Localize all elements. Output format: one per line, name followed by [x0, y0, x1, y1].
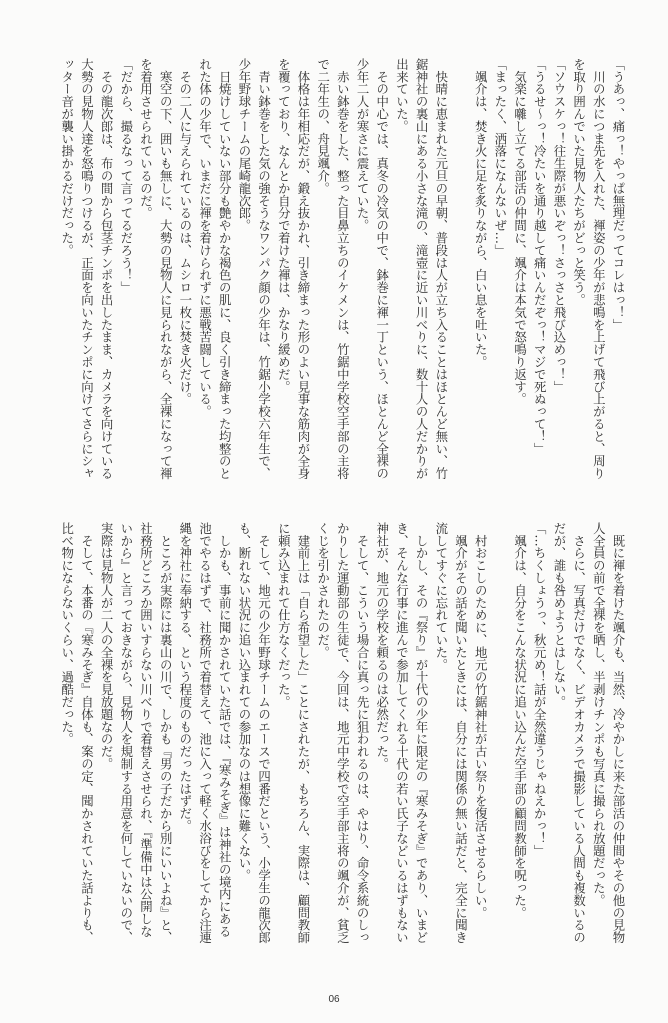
- text-column: さらに、写真だけでなく、ビデオカメラで撮影している人間も複数いるの: [571, 522, 587, 944]
- text-column: いから』と言っておきながら、見物人を規制する用意を何していないので、: [118, 522, 134, 944]
- text-column: だが、誰も咎めようとはしない。: [551, 522, 567, 708]
- text-column: くじを引かされたのだ。: [315, 522, 331, 659]
- text-column: 村おこしのために、地元の竹鋸神社が古い祭りを復活させるらしい。: [473, 522, 489, 919]
- text-column: 出来ていた。: [394, 58, 410, 133]
- text-column: 実際は見物人が二人の全裸を見放題なのだ。: [99, 522, 115, 770]
- text-column: 「うあっ、痛っ！やっぱ無理だってコレはっ！」: [611, 58, 626, 331]
- text-column: も、断れない状況に追い込まれての参加なのは想像に難くない。: [236, 522, 252, 882]
- text-column: かりした運動部の生徒で、今回は、地元中学校で空手部主将の颯介が、貧乏: [335, 522, 351, 944]
- text-column: 「まったく、洒落になんないぜ…」: [492, 58, 508, 257]
- text-column: 気楽に囃し立てる部活の仲間に、颯介は本気で怒鳴り返す。: [512, 58, 528, 406]
- text-column: 流してすぐに忘れていた。: [433, 522, 449, 671]
- text-column: 颯介は、自分をこんな状況に追い込んだ空手部の顧問教師を呪った。: [512, 522, 528, 919]
- text-block-bottom: [48, 522, 628, 952]
- text-column: 青い鉢巻をした気の強そうなワンパク顔の少年は、竹鋸小学校六年生で、: [256, 58, 272, 480]
- text-column: 鋸神社の裏山にある小さな滝の、滝壺に近い川べりに、数十人の人だかりが: [414, 58, 430, 480]
- text-column: 池でやるはずで、社務所で着替えて、池に入って軽く水浴びをしてから注連: [197, 522, 213, 944]
- page-number: 06: [328, 994, 340, 1005]
- text-column: を覆っており、なんとか自分で着けた褌は、かなり緩めだ。: [276, 58, 292, 393]
- text-column: しかも、事前に聞かされていた話では、『寒みそぎ』は神社の境内にある: [217, 522, 233, 938]
- text-column: 「…ちくしょうっ、秋元め！話が全然違うじゃねえかっ！」: [532, 522, 548, 857]
- text-column: で二年生の、舟見颯介。: [315, 58, 331, 195]
- text-column: 日焼けしていない部分も艶やかな褐色の肌に、良く引き締まった均整のと: [217, 58, 233, 480]
- text-column: 颯介は、焚き火に足を炙りながら、白い息を吐いた。: [473, 58, 489, 368]
- text-column: 神社が、地元の学校を頼るのは必然だった。: [374, 522, 390, 770]
- text-column: その二人に与えられているのは、ムシロ一枚に焚き火だけ。: [177, 58, 193, 406]
- text-column: 少年野球チームの尾崎龍次郎。: [236, 58, 252, 232]
- text-column: そして、こういう場合に真っ先に狙われるのは、やはり、命令系統のしっ: [355, 522, 371, 944]
- text-column: しかし、その『祭り』が十代の少年に限定の『寒みそぎ』であり、いまど: [414, 522, 430, 944]
- text-column: [490, 522, 510, 952]
- text-column: 人全員の前で全裸を晒し、半剥けチンポも写真に撮られ放題だった。: [591, 522, 607, 907]
- text-column: 寒空の下、囲いも無しに、大勢の見物人に見られながら、全裸になって褌: [158, 58, 174, 480]
- text-column: 既に褌を着けた颯介も、当然、冷やかしに来た部活の仲間やその他の見物: [611, 522, 626, 944]
- text-column: き、そんな行事に進んで参加してくれる十代の若い氏子などいるはずもない: [394, 522, 410, 944]
- text-column: 建前上は「自ら希望した」ことにされたが、もちろん、実際は、顧問教師: [296, 522, 311, 944]
- text-column: 縄を神社に奉納する、という程度のものだったはずだ。: [177, 522, 193, 832]
- text-column: その龍次郎は、布の間から包茎チンポを出したまま、カメラを向けている: [99, 58, 115, 480]
- text-column: [451, 58, 471, 488]
- text-column: その中心では、真冬の冷気の中で、鉢巻に褌一丁という、ほとんど全裸の: [374, 58, 390, 480]
- text-column: そして、地元の少年野球チームのエースで四番だという、小学生の龍次郎: [256, 522, 272, 944]
- text-column: ところが実際には裏山の川で、しかも『男の子だから別にいいよね』と、: [158, 522, 174, 944]
- text-column: 社務所どころか囲いすらない川べりで着替えさせられ、『準備中は公開しな: [138, 522, 154, 938]
- text-column: 少年二人が寒さに震えていた。: [355, 58, 371, 232]
- text-column: 「だから、撮るなって言ってるだろう！」: [118, 58, 134, 294]
- text-column: 快晴に恵まれた元旦の早朝、普段は人が立ち入ることはほとんど無い、竹: [433, 58, 449, 480]
- text-column: 「ソウスケっ！往生際が悪いぞっ！さっさと飛び込めっ！」: [551, 58, 567, 393]
- text-column: 颯介がその話を聞いたときには、自分には関係の無い話だと、完全に聞き: [453, 522, 469, 944]
- text-column: 「うるせ～っ！冷たいを通り越して痛いんだぞっ！マジで死ぬって！」: [532, 58, 548, 455]
- text-block-top: [48, 58, 628, 488]
- text-column: 赤い鉢巻をした、整った目鼻立ちのイケメンは、竹鋸中学校空手部の主将: [335, 58, 351, 480]
- text-column: に頼み込まれて仕方なくだった。: [276, 522, 292, 708]
- text-column: を着用させられているのだ。: [138, 58, 154, 220]
- text-column: 体格は年相応だが、鍛え抜かれ、引き締まった形のよい見事な筋肉が全身: [296, 58, 311, 480]
- text-column: れた体の少年で、いまだに褌を着けられずに悪戦苦闘している。: [197, 58, 213, 418]
- text-column: ッター音が襲い掛かるだけだった。: [59, 58, 75, 257]
- text-column: を取り囲んでいた見物人たちがどっと笑う。: [571, 58, 587, 306]
- text-column: 川の水につま先を入れた、褌姿の少年が悲鳴を上げて飛び上がると、周り: [591, 58, 607, 480]
- text-column: そして、本番の『寒みそぎ』自体も、案の定、聞かされていた話よりも、: [79, 522, 95, 944]
- text-column: 比べ物にならないくらい、過酷だった。: [59, 522, 75, 746]
- text-column: 大勢の見物人達を怒鳴りつけるが、正面を向いたチンポに向けてさらにシャ: [79, 58, 95, 480]
